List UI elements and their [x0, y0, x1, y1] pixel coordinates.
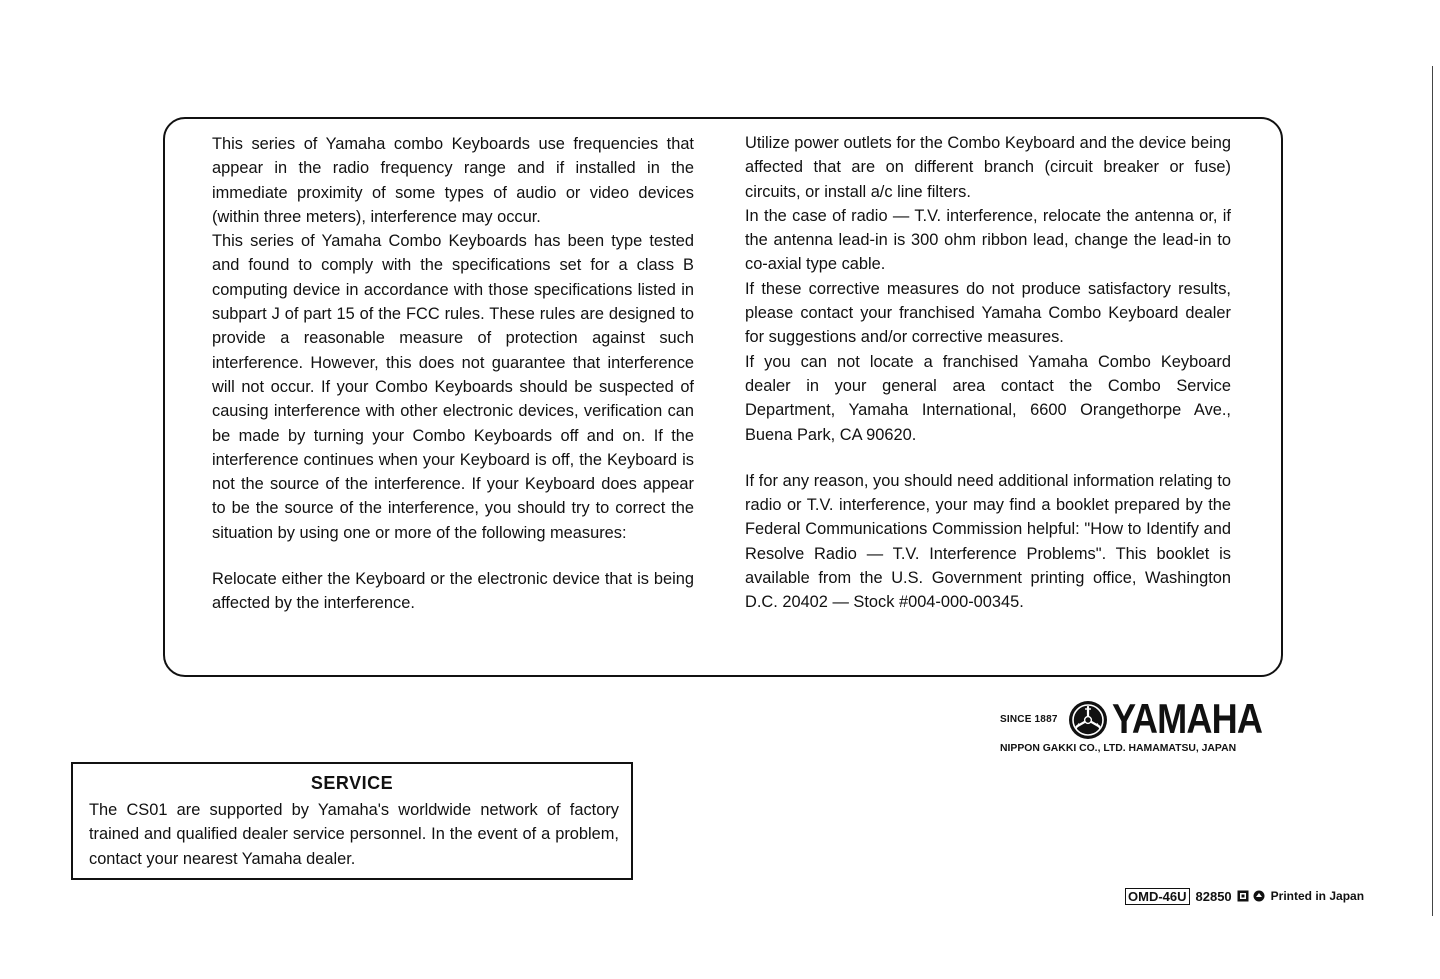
- fcc-paragraph-dealer: If these corrective measures do not produce satisfactory results, please contact your franchised Yamaha Combo Keyboard dealer for suggestions and/or corrective measures.: [745, 279, 1231, 347]
- fcc-paragraph-service-department: If you can not locate a franchised Yamaha Combo Keyboard dealer in your general area contact the Combo Service Department, Yamaha International, 6600 Orangethorpe Ave., Buena Park, CA 90620.: [745, 352, 1231, 444]
- printed-in-japan: Printed in Japan: [1270, 889, 1365, 903]
- tuning-fork-emblem-icon: [1068, 700, 1108, 740]
- print-serial: 82850: [1195, 888, 1232, 904]
- fcc-paragraph-relocate: Relocate either the Keyboard or the electronic device that is being affected by the interference.: [212, 570, 694, 613]
- service-body: The CS01 are supported by Yamaha's worldwide network of factory trained and qualified dealer service personnel. In the event of a problem, contact your nearest Yamaha dealer.: [89, 801, 619, 868]
- fcc-paragraph-outlets: Utilize power outlets for the Combo Keyboard and the device being affected that are on different branch (circuit breaker or fuse) circuits, or install a/c line filters.: [745, 134, 1231, 201]
- fcc-paragraph-booklet: If for any reason, you should need additional information relating to radio or T.V. interference, your may find a booklet prepared by the Federal Communications Commission helpful: "How to Identify and Resolve Radio — T.V. Interference Problems". This booklet is available from the U.S. Government printing office, Washington D.C. 20402 — Stock #004-000-00345.: [745, 471, 1231, 612]
- service-box: [71, 762, 633, 880]
- logo-maker: NIPPON GAKKI CO., LTD. HAMAMATSU, JAPAN: [1000, 743, 1237, 754]
- document-code: OMD-46U: [1125, 888, 1190, 905]
- yamaha-logo: [1000, 694, 1284, 758]
- binding-edge-line: [1432, 66, 1433, 916]
- fcc-paragraph-frequencies: This series of Yamaha combo Keyboards use frequencies that appear in the radio frequency range and if installed in the immediate proximity of some types of audio or video devices (within three meters), interference may occur.: [212, 135, 694, 226]
- fcc-left-column: [212, 132, 694, 616]
- logo-brand: YAMAHA: [1112, 695, 1263, 742]
- recycle-mark-icon: [1253, 890, 1265, 902]
- print-footer: [1125, 886, 1364, 906]
- print-mark-icon: [1237, 890, 1249, 902]
- fcc-paragraph-compliance: This series of Yamaha Combo Keyboards has been type tested and found to comply with the specifications set for a class B computing device in accordance with those specifications listed in subpart J of part 15 of the FCC rules. These rules are designed to provide a reasonable measure of protection against such interference. However, this does not guarantee that interference will not occur. If your Combo Keyboards should be suspected of causing interference with other electronic devices, verification can be made by turning your Combo Keyboards off and on. If the interference continues when your Keyboard is off, the Keyboard is not the source of the interference. If your Keyboard does appear to be the source of the interference, you should try to correct the situation by using one or more of the following measures:: [212, 232, 694, 542]
- logo-since: SINCE 1887: [1000, 714, 1058, 725]
- fcc-right-column: [745, 131, 1231, 615]
- service-title: SERVICE: [310, 773, 394, 793]
- fcc-paragraph-antenna: In the case of radio — T.V. interference, relocate the antenna or, if the antenna lead-in is 300 ohm ribbon lead, change the lead-in to co-axial type cable.: [745, 206, 1231, 274]
